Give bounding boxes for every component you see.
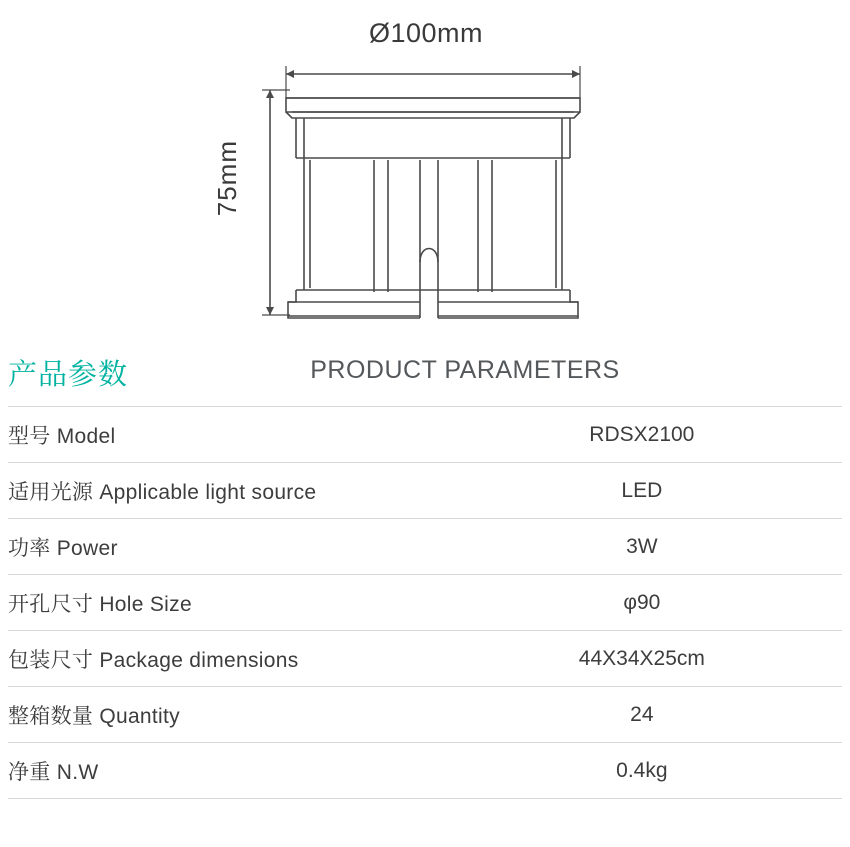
table-row xyxy=(8,743,842,799)
table-row xyxy=(8,631,842,687)
param-value: φ90 xyxy=(442,575,842,631)
param-label xyxy=(8,463,442,519)
param-label-cn: 适用光源 xyxy=(8,480,100,504)
param-label xyxy=(8,743,442,799)
param-label-cn: 开孔尺寸 xyxy=(8,592,100,616)
param-value: 44X34X25cm xyxy=(442,631,842,687)
param-label-en: Package dimensions xyxy=(99,648,299,672)
lamp-line-drawing xyxy=(0,0,850,340)
section-title-en: PRODUCT PARAMETERS xyxy=(310,356,620,384)
table-row xyxy=(8,575,842,631)
param-label xyxy=(8,575,442,631)
param-label xyxy=(8,687,442,743)
param-label-cn: 整箱数量 xyxy=(8,704,100,728)
section-title-cn: 产品参数 xyxy=(8,359,129,391)
product-parameters-table xyxy=(8,406,842,799)
param-label-en: N.W xyxy=(56,760,99,784)
param-value: 0.4kg xyxy=(442,743,842,799)
table-row xyxy=(8,519,842,575)
param-label-cn: 型号 xyxy=(8,424,57,448)
table-row xyxy=(8,463,842,519)
section-header xyxy=(0,344,850,406)
param-label-en: Model xyxy=(56,424,116,448)
param-label xyxy=(8,519,442,575)
param-label-en: Quantity xyxy=(99,704,180,728)
table-row xyxy=(8,407,842,463)
param-label-en: Applicable light source xyxy=(99,480,317,504)
top-dimension-text: Ø100mm xyxy=(368,18,484,48)
param-label-cn: 包装尺寸 xyxy=(8,648,100,672)
side-dimension-label: 75mm xyxy=(212,140,242,217)
param-value: 24 xyxy=(442,687,842,743)
product-dimension-drawing xyxy=(0,0,850,340)
param-label xyxy=(8,407,442,463)
param-label-cn: 净重 xyxy=(8,760,57,784)
param-label-en: Hole Size xyxy=(99,592,192,616)
param-label-cn: 功率 xyxy=(8,536,57,560)
param-label xyxy=(8,631,442,687)
param-value: LED xyxy=(442,463,842,519)
param-value: 3W xyxy=(442,519,842,575)
param-label-en: Power xyxy=(56,536,118,560)
param-value: RDSX2100 xyxy=(442,407,842,463)
table-row xyxy=(8,687,842,743)
